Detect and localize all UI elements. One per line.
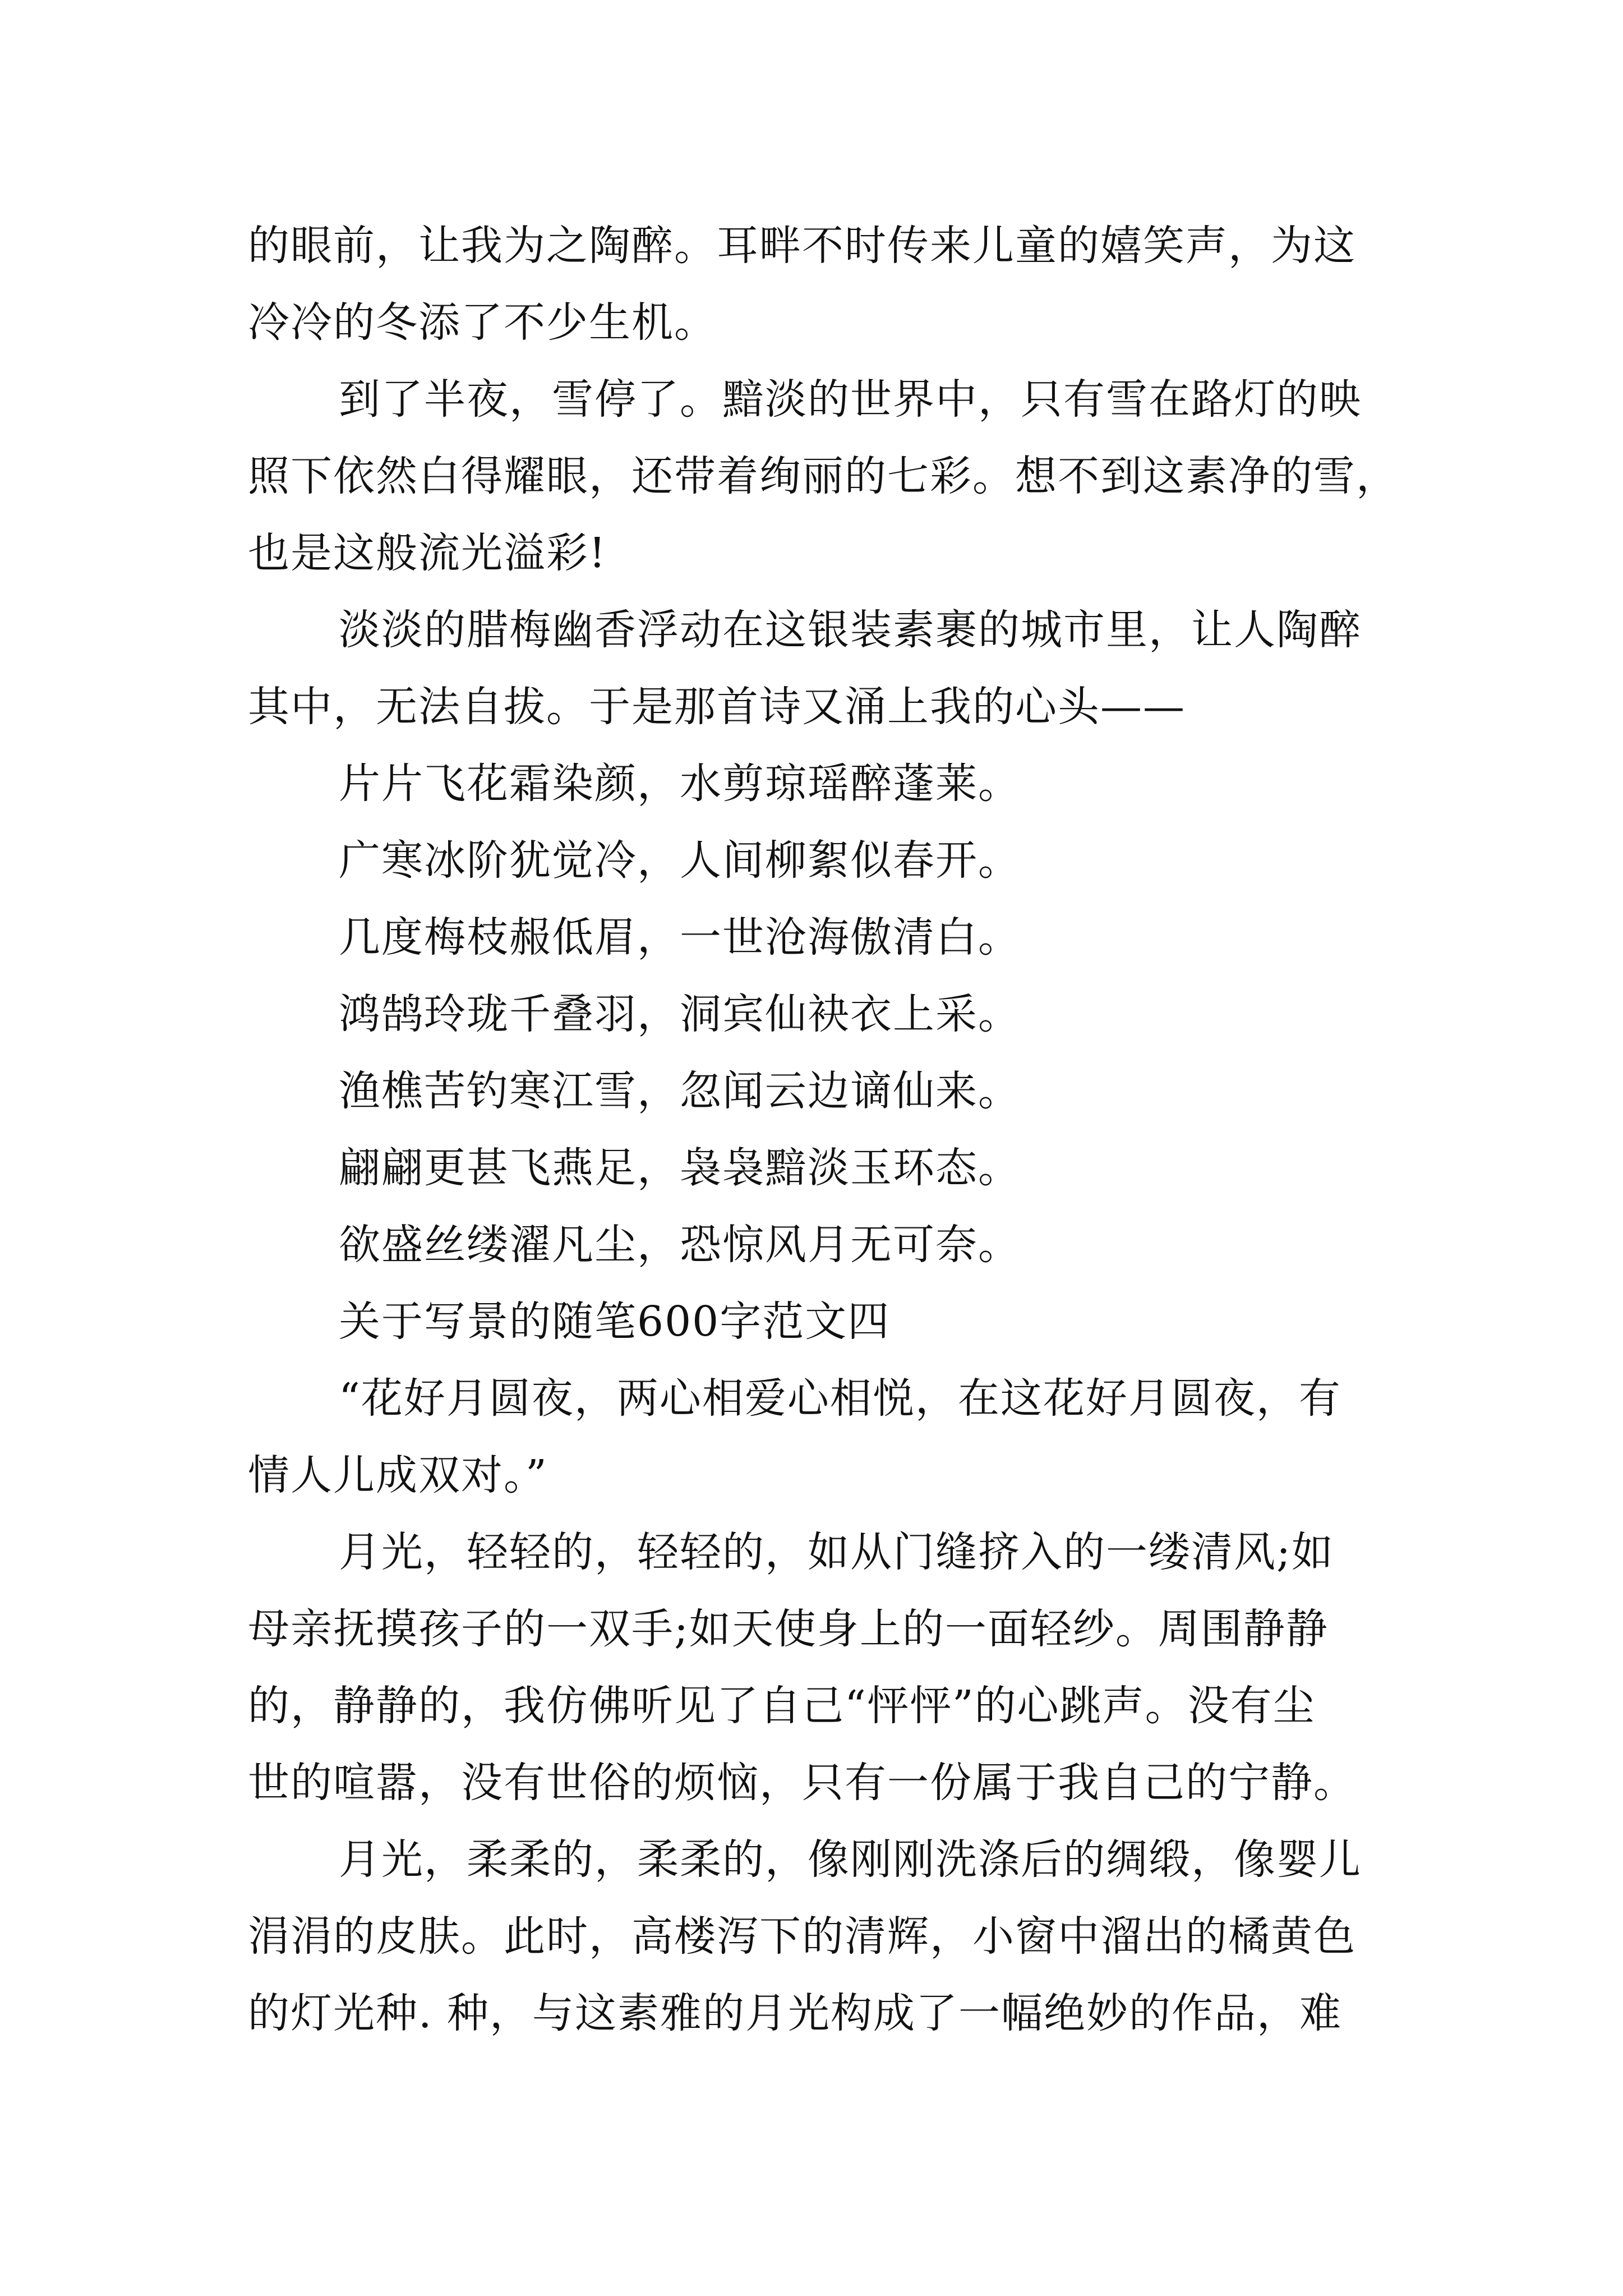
poem-line: 广寒冰阶犹觉冷，人间柳絮似春开。 [339,836,1021,885]
text-line: 涓涓的皮肤。此时，高楼泻下的清辉，小窗中溜出的橘黄色 [248,1912,1356,1961]
poem-line: 几度梅枝赧低眉，一世沧海傲清白。 [339,913,1021,961]
text-line: 冷冷的冬添了不少生机。 [248,298,717,347]
text-line: “花好月圆夜，两心相爱心相悦，在这花好月圆夜，有 [339,1374,1341,1423]
text-line: 的灯光种. 种，与这素雅的月光构成了一幅绝妙的作品，难 [248,1989,1343,2037]
poem-line: 鸿鹄玲珑千叠羽，洞宾仙袂衣上采。 [339,990,1021,1038]
text-line: 淡淡的腊梅幽香浮动在这银装素裹的城市里，让人陶醉 [339,606,1362,654]
document-body [248,208,1398,2052]
text-line: 也是这般流光溢彩! [248,529,607,577]
text-line: 其中，无法自拔。于是那首诗又涌上我的心头—— [248,683,1186,731]
section-heading: 关于写景的随笔600字范文四 [339,1297,891,1346]
text-line: 母亲抚摸孩子的一双手;如天使身上的一面轻纱。周围静静 [248,1605,1329,1653]
poem-line: 翩翩更甚飞燕足，袅袅黯淡玉环态。 [339,1144,1021,1192]
text-line: 世的喧嚣，没有世俗的烦恼，只有一份属于我自己的宁静。 [248,1759,1356,1807]
poem-line: 欲盛丝缕濯凡尘，恐惊风月无可奈。 [339,1221,1021,1269]
text-line: 月光，轻轻的，轻轻的，如从门缝挤入的一缕清风;如 [339,1528,1334,1576]
text-line: 的眼前，让我为之陶醉。耳畔不时传来儿童的嬉笑声，为这 [248,222,1356,270]
text-line: 的，静静的，我仿佛听见了自己“怦怦”的心跳声。没有尘 [248,1682,1316,1730]
text-line: 到了半夜，雪停了。黯淡的世界中，只有雪在路灯的映 [339,375,1362,424]
text-line: 照下依然白得耀眼，还带着绚丽的七彩。想不到这素净的雪， [248,452,1399,500]
poem-line: 渔樵苦钓寒江雪，忽闻云边谪仙来。 [339,1067,1021,1115]
text-line: 月光，柔柔的，柔柔的，像刚刚洗涤后的绸缎，像婴儿 [339,1835,1362,1884]
poem-line: 片片飞花霜染颜，水剪琼瑶醉蓬莱。 [339,760,1021,808]
text-line: 情人儿成双对。” [248,1451,548,1499]
